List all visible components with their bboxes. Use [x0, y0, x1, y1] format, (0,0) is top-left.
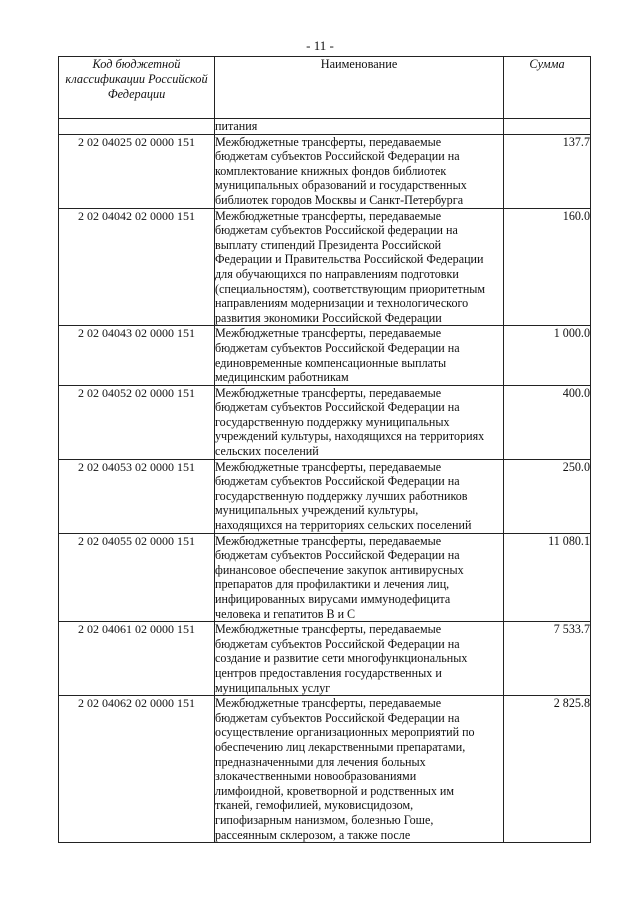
item-name: [215, 385, 504, 459]
table-row: [59, 459, 591, 533]
item-name-line: сельских поселений: [215, 444, 319, 459]
item-name: [215, 459, 504, 533]
budget-code: 2 02 04061 02 0000 151: [59, 622, 215, 696]
item-name-line: направлениям модернизации и технологического: [215, 296, 469, 311]
item-name: [215, 134, 504, 208]
item-name-line: для обучающихся по направлениям подготовки: [215, 266, 459, 281]
item-name-line: бюджетам субъектов Российской Федерации на: [215, 710, 460, 725]
table-row: [59, 385, 591, 459]
table-header-row: [59, 57, 591, 119]
budget-code: 2 02 04043 02 0000 151: [59, 326, 215, 385]
item-name-line: человека и гепатитов В и С: [215, 606, 356, 621]
item-name-line: Межбюджетные трансферты, передаваемые: [215, 134, 442, 149]
item-name-line: питания: [215, 119, 258, 133]
table-row: [59, 208, 591, 326]
item-sum: 137.7: [504, 134, 591, 208]
item-name: [215, 326, 504, 385]
budget-code: 2 02 04053 02 0000 151: [59, 459, 215, 533]
item-name-line: муниципальных образований и государственных: [215, 178, 467, 193]
header-name: Наименование: [215, 57, 504, 119]
header-code-line: Федерации: [107, 87, 166, 101]
item-name-line: злокачественными новообразованиями: [215, 769, 417, 784]
item-name-line: осуществление организационных мероприятий по: [215, 725, 475, 740]
item-name-line: Межбюджетные трансферты, передаваемые: [215, 326, 442, 341]
item-name-line: создание и развитие сети многофункциональных: [215, 651, 468, 666]
budget-code: 2 02 04042 02 0000 151: [59, 208, 215, 326]
item-name-line: Межбюджетные трансферты, передаваемые: [215, 385, 442, 400]
item-sum: 11 080.1: [504, 533, 591, 622]
item-name-line: рассеянным склерозом, а также после: [215, 827, 411, 842]
table-body: [59, 119, 591, 843]
budget-table: [58, 56, 591, 843]
item-name-line: государственную поддержку лучших работников: [215, 488, 468, 503]
table-row: [59, 326, 591, 385]
item-name-line: гипофизарным нанизмом, болезнью Гоше,: [215, 812, 434, 827]
item-name-line: лимфоидной, кроветворной и родственных им: [215, 783, 455, 798]
item-name: [215, 119, 504, 135]
item-name-line: государственную поддержку муниципальных: [215, 414, 450, 429]
budget-code: [59, 119, 215, 135]
item-name-line: инфицированных вирусами иммунодефицита: [215, 592, 451, 606]
item-name-line: Межбюджетные трансферты, передаваемые: [215, 208, 442, 223]
item-name-line: бюджетам субъектов Российской Федерации на: [215, 149, 460, 164]
item-name-line: бюджетам субъектов Российской Федерации на: [215, 548, 460, 563]
table-row: [59, 134, 591, 208]
item-name: [215, 533, 504, 622]
item-name-line: Федерации и Правительства Российской Федерации: [215, 252, 484, 267]
item-name-line: бюджетам субъектов Российской Федерации на: [215, 474, 460, 489]
page-number: - 11 -: [306, 38, 334, 53]
item-name-line: обеспечению лиц лекарственными препаратами,: [215, 739, 466, 754]
item-name-line: комплектование книжных фондов библиотек: [215, 163, 447, 178]
item-name-line: Межбюджетные трансферты, передаваемые: [215, 696, 442, 711]
item-name-line: тканей, гемофилией, муковисцидозом,: [215, 798, 414, 813]
item-name-line: предназначенными для лечения больных: [215, 754, 426, 769]
item-name-line: Межбюджетные трансферты, передаваемые: [215, 622, 442, 637]
header-code-line: классификации Российской: [65, 72, 208, 86]
item-name-line: библиотек городов Москвы и Санкт-Петербурга: [215, 192, 464, 207]
table-row: [59, 119, 591, 135]
budget-code: 2 02 04052 02 0000 151: [59, 385, 215, 459]
budget-code: 2 02 04062 02 0000 151: [59, 696, 215, 843]
item-name: [215, 696, 504, 843]
table-row: [59, 533, 591, 622]
item-name-line: муниципальных учреждений культуры,: [215, 503, 419, 518]
item-name-line: Межбюджетные трансферты, передаваемые: [215, 533, 442, 548]
item-name-line: препаратов для профилактики и лечения лиц,: [215, 577, 450, 592]
item-sum: 250.0: [504, 459, 591, 533]
item-name-line: учреждений культуры, находящихся на территориях: [215, 429, 485, 444]
item-name-line: единовременные компенсационные выплаты: [215, 355, 447, 370]
item-name-line: находящихся на территориях сельских поселений: [215, 518, 472, 533]
table-row: [59, 622, 591, 696]
item-name-line: муниципальных услуг: [215, 680, 331, 695]
item-sum: 1 000.0: [504, 326, 591, 385]
item-name-line: бюджетам субъектов Российской федерации на: [215, 223, 458, 238]
item-sum: 7 533.7: [504, 622, 591, 696]
item-sum: 400.0: [504, 385, 591, 459]
table-row: [59, 696, 591, 843]
item-name-line: выплату стипендий Президента Российской: [215, 237, 442, 252]
item-name: [215, 622, 504, 696]
item-name-line: медицинским работникам: [215, 370, 349, 385]
item-sum: 2 825.8: [504, 696, 591, 843]
budget-code: 2 02 04025 02 0000 151: [59, 134, 215, 208]
item-name: [215, 208, 504, 326]
item-name-line: бюджетам субъектов Российской Федерации на: [215, 340, 460, 355]
item-sum: [504, 119, 591, 135]
item-name-line: Межбюджетные трансферты, передаваемые: [215, 459, 442, 474]
item-name-line: финансовое обеспечение закупок антивирусных: [215, 562, 464, 577]
item-sum: 160.0: [504, 208, 591, 326]
item-name-line: бюджетам субъектов Российской Федерации на: [215, 636, 460, 651]
header-code-line: Код бюджетной: [92, 57, 181, 71]
item-name-line: (специальностям), соответствующим приоритетным: [215, 281, 486, 296]
item-name-line: бюджетам субъектов Российской Федерации на: [215, 400, 460, 415]
item-name-line: центров предоставления государственных и: [215, 665, 442, 680]
header-sum: Сумма: [504, 57, 591, 119]
item-name-line: развития экономики Российской Федерации: [215, 310, 442, 325]
budget-code: 2 02 04055 02 0000 151: [59, 533, 215, 622]
header-code: [59, 57, 215, 119]
